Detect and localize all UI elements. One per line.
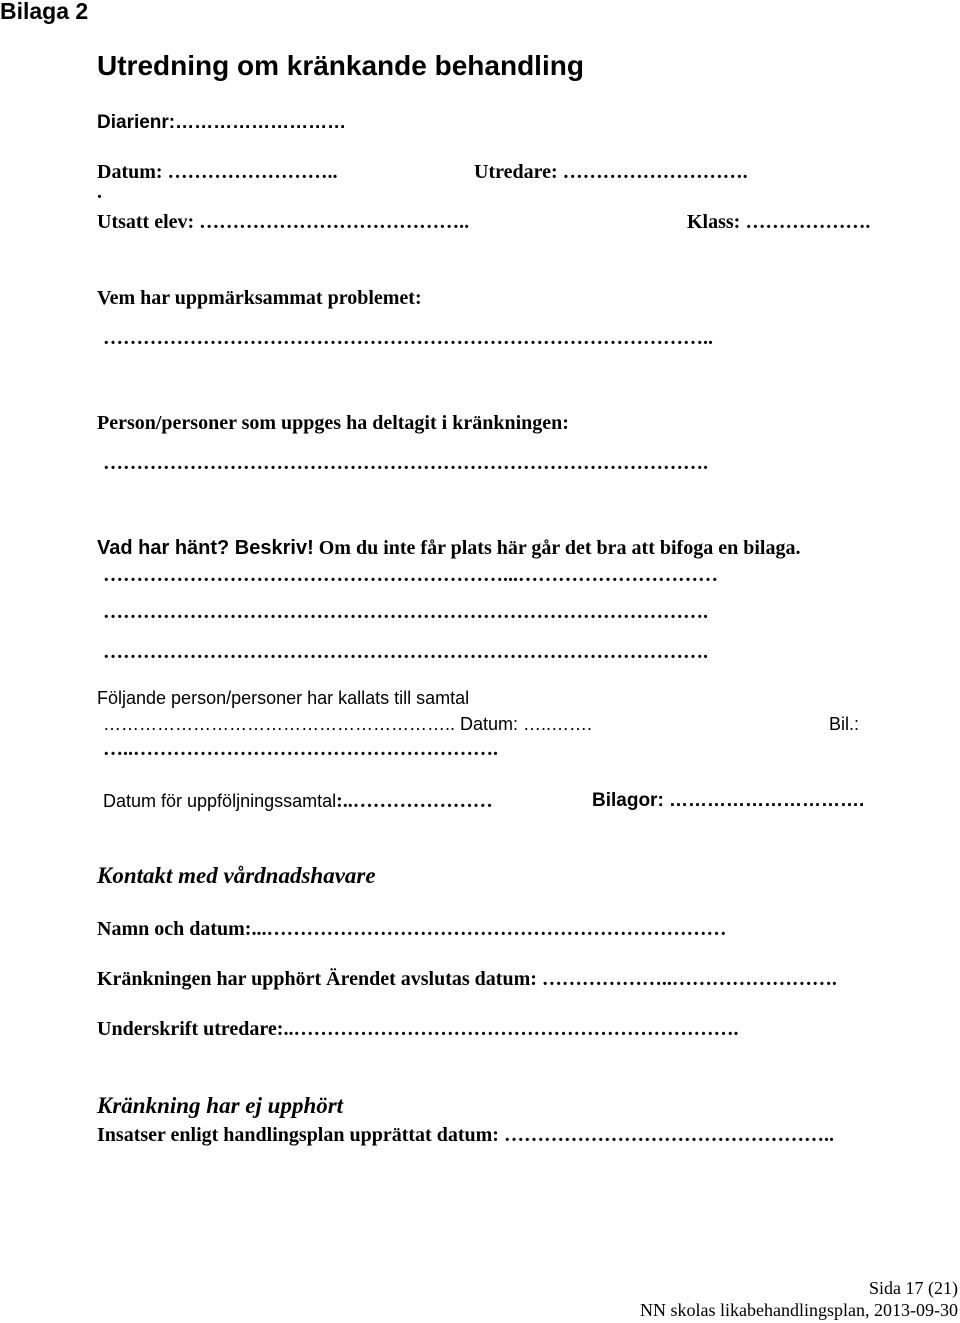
page-number: Sida 17 (21) — [869, 1278, 958, 1298]
underskrift-field: Underskrift utredare:..…………………………………………………………. — [97, 1018, 739, 1040]
vad-instruction: Om du inte får plats här går det bra att bifoga en bilaga. — [313, 537, 801, 559]
bil-label: Bil.: — [829, 714, 860, 734]
attachment-label: Bilaga 2 — [0, 0, 89, 24]
foljande-line-2: …..………………………………………………. — [103, 738, 498, 760]
vem-label: Vem har uppmärksammat problemet: — [97, 287, 422, 309]
kontakt-heading: Kontakt med vårdnadshavare — [97, 863, 376, 888]
datum-uppfoljning-value: :..………………… — [336, 790, 493, 812]
vad-question: Vad har hänt? Beskriv! — [97, 537, 314, 559]
vem-line: ……………………………………………………………………………….. — [103, 327, 713, 349]
personer-line: ………………………………………………………………………………. — [103, 452, 708, 474]
foljande-label: Följande person/personer har kallats till samtal — [97, 688, 470, 708]
page-title: Utredning om kränkande behandling — [97, 50, 584, 81]
vad-line-2: ………………………………………………………………………………. — [103, 601, 708, 623]
datum-field: Datum: …………………….. — [97, 161, 338, 183]
upphort-field: Kränkningen har upphört Ärendet avslutas datum: ………………..……………………. — [97, 968, 837, 990]
stray-dot: . — [97, 181, 102, 203]
datum-uppfoljning-label: Datum för uppföljningssamtal — [103, 791, 337, 811]
namn-datum-field: Namn och datum:...…………………………………………………………… — [97, 918, 727, 940]
insatser-field: Insatser enligt handlingsplan upprättat datum: ………………………………………….. — [97, 1124, 834, 1146]
ej-upphort-heading: Kränkning har ej upphört — [97, 1093, 344, 1118]
utsatt-elev-field: Utsatt elev: ………………………………….. — [97, 211, 470, 233]
bilagor-field: Bilagor: …………………………. — [592, 790, 865, 811]
diarienr-field: Diarienr:……………………… — [97, 112, 347, 133]
datum-uppfoljning-field — [103, 790, 493, 813]
footer-text: NN skolas likabehandlingsplan, 2013-09-30 — [640, 1300, 958, 1320]
vad-line-1: ……………………………………………………...………………………… — [103, 564, 718, 586]
vad-label — [97, 537, 800, 560]
klass-field: Klass: ………………. — [687, 211, 871, 233]
vad-line-3: ………………………………………………………………………………. — [103, 641, 708, 663]
personer-label: Person/personer som uppges ha deltagit i kränkningen: — [97, 412, 569, 434]
foljande-line: ………………………………………………….. Datum: …..……. — [103, 714, 593, 734]
utredare-field: Utredare: ………………………. — [474, 161, 748, 183]
